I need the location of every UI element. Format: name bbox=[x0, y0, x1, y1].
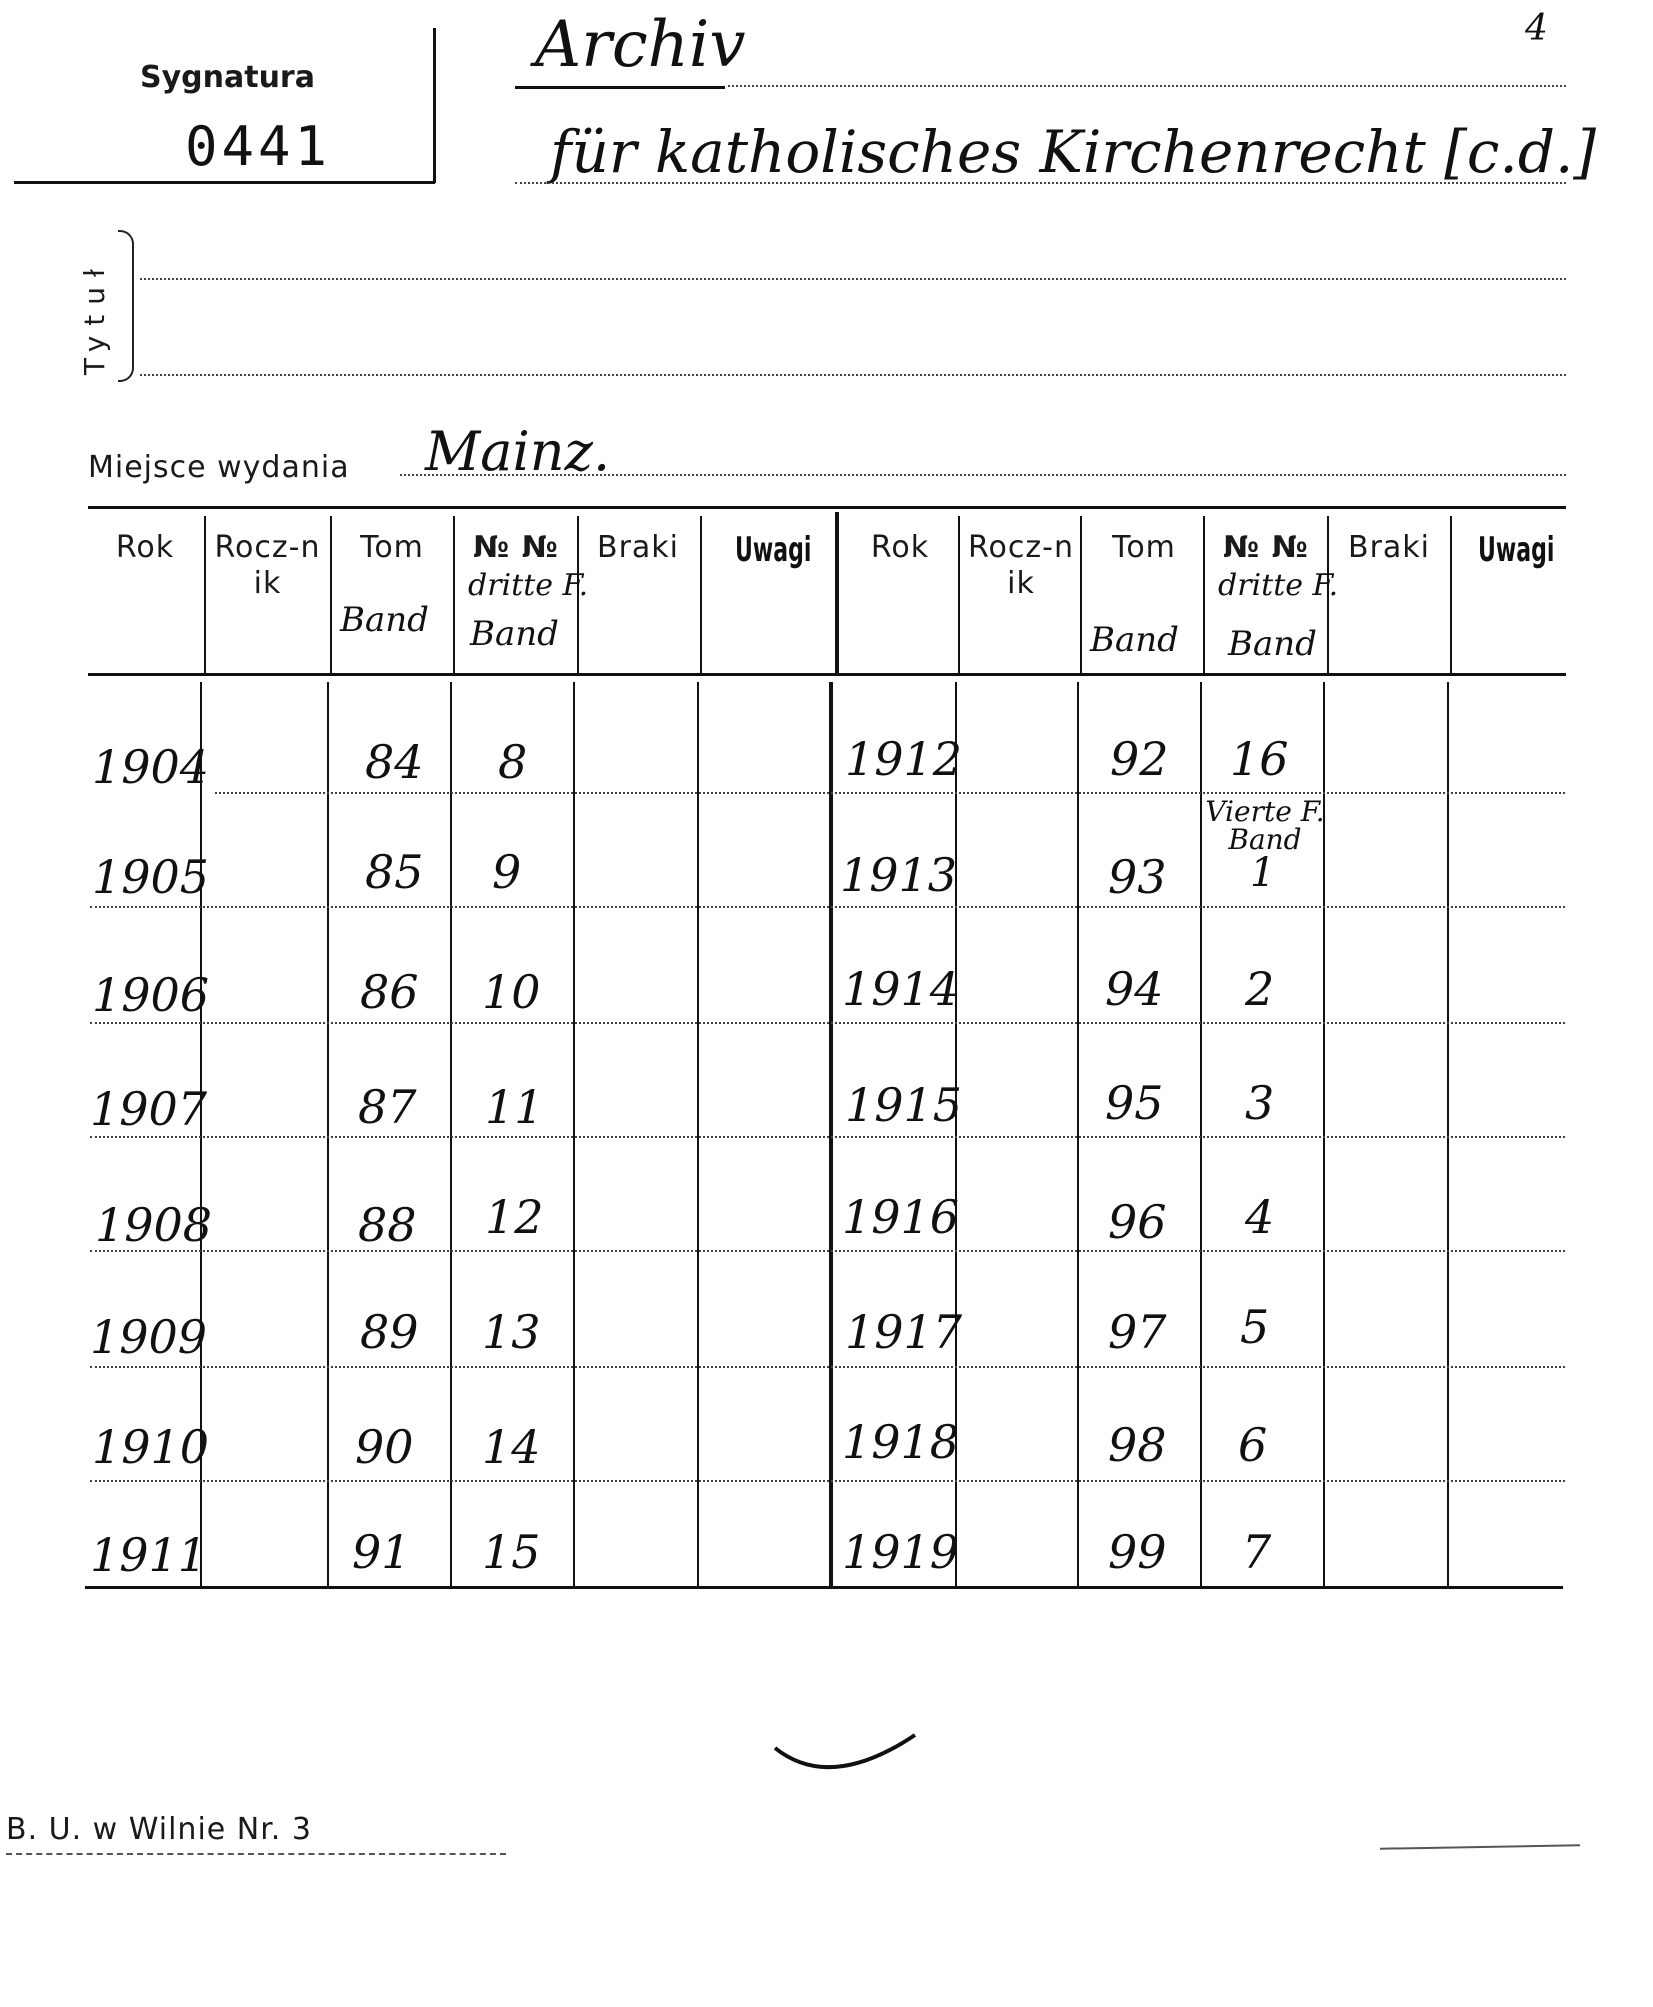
row-line bbox=[90, 1480, 1565, 1482]
cell-rok: 1917 bbox=[845, 1305, 963, 1359]
cell-rok: 1906 bbox=[92, 968, 210, 1022]
cell-rok: 1912 bbox=[845, 732, 963, 786]
signature-box-right-border bbox=[433, 28, 436, 183]
col-divider bbox=[1450, 516, 1452, 673]
table-center-divider bbox=[829, 682, 833, 1587]
header-uwagi-right: Uwagi bbox=[1478, 530, 1555, 570]
cell-nr: 3 bbox=[1245, 1076, 1275, 1130]
header-tom-note-right: Band bbox=[1090, 620, 1179, 660]
title-dotted-line-3 bbox=[140, 278, 1566, 280]
place-label: Miejsce wydania bbox=[88, 450, 350, 485]
row-line bbox=[215, 792, 1565, 794]
header-rocznik-right: Rocz-nik bbox=[968, 530, 1074, 601]
title-dotted-line-4 bbox=[140, 374, 1566, 376]
row-line bbox=[90, 906, 1565, 908]
header-numery: № № bbox=[473, 530, 559, 565]
col-divider bbox=[1200, 682, 1202, 1587]
footer-line bbox=[6, 1853, 506, 1855]
cell-tom: 95 bbox=[1105, 1076, 1164, 1130]
cell-tom: 90 bbox=[355, 1420, 414, 1474]
place-dotted-line bbox=[400, 474, 1566, 476]
signature-value: 0441 bbox=[185, 115, 332, 178]
header-numery-note-2: Band bbox=[470, 614, 559, 654]
col-divider bbox=[1447, 682, 1449, 1587]
table-center-divider bbox=[835, 512, 839, 673]
col-divider bbox=[330, 516, 332, 673]
cell-nr: 9 bbox=[492, 845, 522, 899]
col-divider bbox=[204, 516, 206, 673]
col-divider bbox=[1077, 682, 1079, 1587]
col-divider bbox=[958, 516, 960, 673]
header-braki-right: Braki bbox=[1347, 530, 1430, 565]
title-underline bbox=[515, 86, 725, 89]
col-divider bbox=[700, 516, 702, 673]
table-bottom-border bbox=[85, 1586, 1563, 1589]
row-line bbox=[90, 1366, 1565, 1368]
cell-tom: 85 bbox=[365, 845, 424, 899]
title-line-1: Archiv bbox=[535, 8, 746, 82]
title-side-label: Tytuł bbox=[78, 259, 111, 375]
pencil-mark bbox=[770, 1730, 920, 1790]
table-header-bottom-border bbox=[88, 673, 1566, 676]
col-divider bbox=[327, 682, 329, 1587]
title-line-2: für katholisches Kirchenrecht [c.d.] bbox=[550, 118, 1597, 186]
place-value: Mainz. bbox=[425, 420, 611, 483]
table-top-border bbox=[88, 506, 1566, 509]
col-divider bbox=[1080, 516, 1082, 673]
cell-tom: 99 bbox=[1108, 1525, 1167, 1579]
title-dotted-line-2 bbox=[515, 182, 1566, 184]
header-tom-right: Tom bbox=[1112, 530, 1176, 565]
cell-nr: 4 bbox=[1245, 1190, 1275, 1244]
signature-box-bottom-border bbox=[14, 181, 435, 184]
row-line bbox=[90, 1250, 1565, 1252]
cell-nr: 5 bbox=[1240, 1300, 1270, 1354]
cell-rok: 1915 bbox=[845, 1078, 963, 1132]
cell-rok: 1919 bbox=[842, 1525, 960, 1579]
cell-rok: 1910 bbox=[92, 1420, 210, 1474]
cell-rok: 1904 bbox=[92, 740, 210, 794]
cell-nr: 13 bbox=[482, 1305, 541, 1359]
header-tom: Tom bbox=[360, 530, 424, 565]
signature-label: Sygnatura bbox=[140, 60, 315, 95]
cell-nr: 16 bbox=[1230, 732, 1289, 786]
cell-nr: 11 bbox=[485, 1080, 544, 1134]
cell-tom: 86 bbox=[360, 965, 419, 1019]
cell-rok: 1905 bbox=[92, 850, 210, 904]
cell-rok: 1907 bbox=[90, 1082, 208, 1136]
cell-tom: 87 bbox=[358, 1080, 417, 1134]
footer-line-right bbox=[1380, 1844, 1580, 1849]
cell-tom: 97 bbox=[1108, 1305, 1167, 1359]
cell-rok: 1918 bbox=[842, 1415, 960, 1469]
cell-tom: 91 bbox=[352, 1525, 411, 1579]
cell-tom: 96 bbox=[1108, 1195, 1167, 1249]
header-braki: Braki bbox=[596, 530, 679, 565]
row-line bbox=[90, 1022, 1565, 1024]
page-number: 4 bbox=[1525, 8, 1548, 49]
cell-nr: 10 bbox=[482, 965, 541, 1019]
cell-nr: 6 bbox=[1238, 1418, 1268, 1472]
cell-rok: 1909 bbox=[90, 1310, 208, 1364]
cell-nr: 15 bbox=[482, 1525, 541, 1579]
header-rocznik: Rocz-nik bbox=[214, 530, 321, 601]
cell-nr: 1 bbox=[1250, 850, 1276, 896]
cell-rok: 1911 bbox=[90, 1528, 208, 1582]
col-divider bbox=[573, 682, 575, 1587]
header-numery-note-1-right: dritte F. bbox=[1218, 568, 1339, 603]
card-footer: B. U. w Wilnie Nr. 3 bbox=[6, 1812, 312, 1847]
cell-nr: 8 bbox=[498, 735, 528, 789]
header-tom-note: Band bbox=[340, 600, 429, 640]
col-divider bbox=[1203, 516, 1205, 673]
col-divider bbox=[453, 516, 455, 673]
cell-nr: 14 bbox=[482, 1420, 541, 1474]
cell-tom: 84 bbox=[365, 735, 424, 789]
cell-rok: 1908 bbox=[95, 1198, 213, 1252]
header-uwagi: Uwagi bbox=[735, 530, 812, 570]
cell-tom: 98 bbox=[1108, 1418, 1167, 1472]
header-numery-right: № № bbox=[1223, 530, 1309, 565]
header-numery-note-1: dritte F. bbox=[468, 568, 589, 603]
cell-tom: 89 bbox=[360, 1305, 419, 1359]
col-divider bbox=[697, 682, 699, 1587]
cell-tom: 88 bbox=[358, 1198, 417, 1252]
cell-rok: 1916 bbox=[842, 1190, 960, 1244]
title-brace bbox=[118, 230, 134, 382]
cell-nr: 12 bbox=[485, 1190, 544, 1244]
title-dotted-line-1 bbox=[728, 85, 1566, 87]
col-divider bbox=[450, 682, 452, 1587]
header-numery-note-2-right: Band bbox=[1228, 624, 1317, 664]
cell-tom: 94 bbox=[1105, 962, 1164, 1016]
cell-tom: 92 bbox=[1110, 732, 1169, 786]
row-line bbox=[90, 1136, 1565, 1138]
cell-nr-note: Vierte F. Band bbox=[1205, 795, 1325, 856]
cell-nr: 7 bbox=[1242, 1525, 1272, 1579]
header-rok-right: Rok bbox=[870, 530, 930, 565]
cell-tom: 93 bbox=[1108, 850, 1167, 904]
header-rok: Rok bbox=[115, 530, 175, 565]
cell-rok: 1914 bbox=[842, 962, 960, 1016]
cell-nr: 2 bbox=[1245, 962, 1275, 1016]
cell-rok: 1913 bbox=[840, 848, 958, 902]
